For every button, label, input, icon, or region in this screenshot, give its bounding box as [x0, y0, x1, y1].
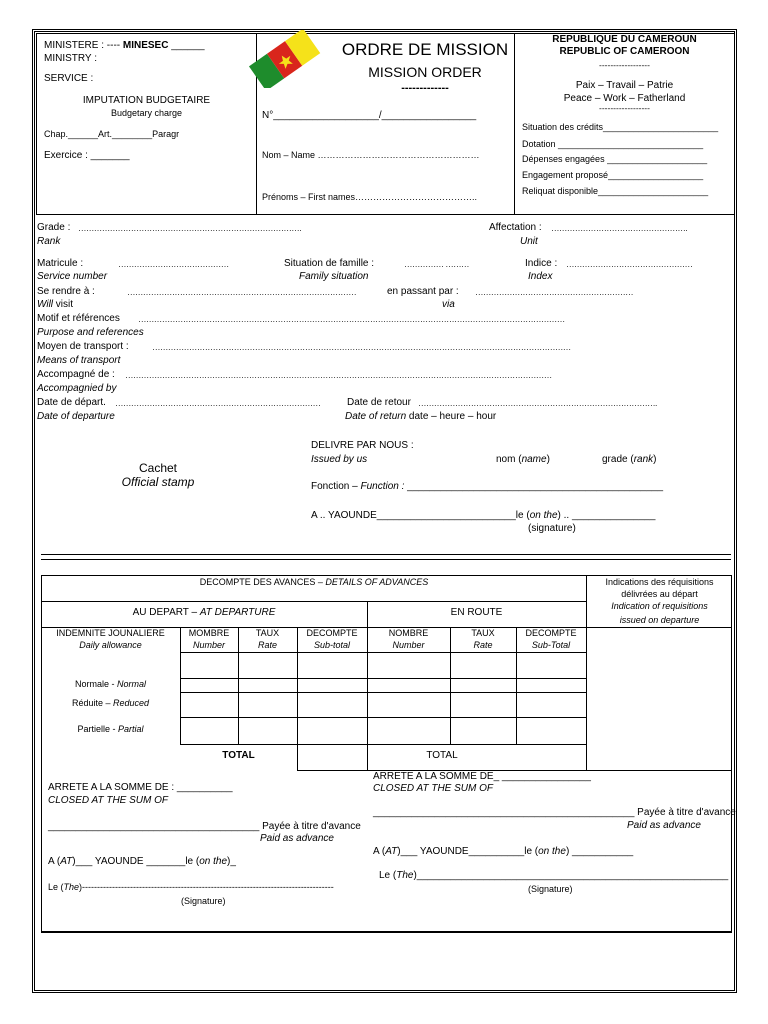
date-retour-label: Date de retour	[347, 397, 411, 408]
le-right-rest: )________________________________________________________	[413, 870, 729, 881]
grade-rank-it: rank	[633, 454, 654, 465]
grade-rank-close: )	[653, 454, 657, 465]
date-return-label	[345, 411, 496, 422]
taux1-header: TAUX	[255, 628, 280, 638]
fonction-fr: Fonction –	[311, 481, 361, 492]
a-right-a: A (	[373, 846, 386, 857]
date-depart-dots: ……………………………………………………………………	[115, 398, 321, 408]
indemnite-header: INDEMNITE JOUNALIERE	[56, 628, 165, 638]
total-depart: TOTAL	[222, 750, 255, 761]
au-depart-fr: AU DEPART –	[132, 607, 200, 618]
payee-left-text: Payée à titre d'avance	[259, 821, 361, 832]
nombre2-header: NOMBRE	[388, 628, 429, 638]
reduite-en: Reduced	[113, 698, 150, 708]
moyen-dots: ……………………………………………………………………………………………………………………………………………	[152, 342, 571, 352]
depenses: Dépenses engagées ____________________	[522, 154, 708, 164]
le-left-le: Le (	[48, 882, 64, 892]
a-left-on-the: on the	[199, 856, 228, 867]
decompte2-header: DECOMPTE	[525, 628, 577, 638]
mombre-header: MOMBRE	[188, 628, 230, 638]
family-situation-label: Family situation	[299, 271, 369, 282]
grade-dots: ………………………………………………………………………….	[78, 223, 301, 233]
decompte-title	[41, 577, 587, 587]
se-rendre-label: Se rendre à :	[37, 286, 95, 297]
situation-credits: Situation des crédits_______________________	[522, 122, 719, 132]
minesec-blank: ______	[168, 40, 205, 51]
normale-fr: Normale -	[74, 679, 117, 689]
en-passant-label: en passant par :	[387, 286, 459, 297]
grade-rank-fr: grade (	[602, 454, 634, 465]
indications-1: Indications des réquisitions	[605, 577, 714, 587]
fonction-line: ______________________________________________	[404, 481, 664, 492]
le-left-rest: )------------------------------------------------------------------------------------	[79, 882, 334, 892]
table-h-subhdr	[180, 652, 587, 653]
delivre-label: DELIVRE PAR NOUS :	[311, 440, 414, 451]
a-yaounde-end: ) .. _______________	[557, 510, 656, 521]
a-left-end: )_	[227, 856, 236, 867]
matricule-dots: ……………………………………	[118, 259, 229, 269]
a-left-a: A (	[48, 856, 61, 867]
date-retour-dots: ……………………………………………………………………………….	[418, 398, 657, 408]
prenoms-field: Prénoms – First names…………………………………..	[262, 192, 478, 202]
title-en: MISSION ORDER	[368, 64, 482, 80]
arrete-right: ARRETE A LA SOMME DE_ ________________	[373, 771, 591, 782]
dotation: Dotation _____________________________	[522, 139, 704, 149]
nom-name-close: )	[546, 454, 550, 465]
a-left-rest: )___ YAOUNDE _______le (	[72, 856, 200, 867]
rank-label: Rank	[37, 236, 61, 247]
row-normale	[41, 679, 180, 689]
means-label: Means of transport	[37, 355, 121, 366]
payee-left	[48, 821, 361, 832]
grade-label: Grade :	[37, 222, 71, 233]
payee-right-text: Payée à titre d'avance	[634, 807, 736, 818]
date-departure-label: Date of departure	[37, 411, 115, 422]
table-h-decompte	[41, 601, 587, 602]
a-yaounde-field	[311, 510, 655, 521]
partielle-fr: Partielle -	[77, 724, 118, 734]
table-h-footer	[41, 932, 732, 933]
indice-label: Indice :	[525, 258, 558, 269]
a-right-end: ) ___________	[565, 846, 634, 857]
nom-name-fr: nom (	[496, 454, 522, 465]
indications-4: issued on departure	[619, 615, 700, 625]
nom-field: Nom – Name ………………………………………………	[262, 150, 480, 160]
a-right-on-the: on the	[538, 846, 566, 857]
engagement: Engagement proposé___________________	[522, 170, 704, 180]
unit-label: Unit	[520, 236, 538, 247]
le-left	[48, 882, 334, 892]
title-rule: -------------	[401, 82, 449, 94]
normale-en: Normal	[117, 679, 147, 689]
signature-left: (Signature)	[181, 896, 226, 906]
a-right-at: AT	[385, 846, 398, 857]
accompagne-label: Accompagné de :	[37, 369, 115, 380]
official-stamp-label: Official stamp	[121, 475, 195, 489]
decompte1-header: DECOMPTE	[306, 628, 358, 638]
number1-header: Number	[192, 640, 225, 650]
total-route: TOTAL	[426, 750, 458, 761]
will-visit-will: Will	[37, 299, 54, 310]
signature-label: (signature)	[528, 523, 576, 534]
paid-left: Paid as advance	[260, 833, 334, 844]
sep1: ------------------	[599, 60, 650, 70]
partielle-en: Partial	[118, 724, 144, 734]
accompanied-label: Accompagnied by	[37, 383, 117, 394]
service-label: SERVICE :	[44, 73, 94, 84]
moyen-label: Moyen de transport :	[37, 341, 129, 352]
table-h-r4	[180, 744, 587, 745]
fonction-field	[311, 481, 663, 492]
row-reduite	[41, 698, 180, 708]
reduite-fr: Réduite –	[71, 698, 113, 708]
nom-name-it: name	[521, 454, 547, 465]
via-label: via	[442, 299, 455, 310]
title-fr: ORDRE DE MISSION	[341, 40, 509, 59]
chap-field: Chap.______Art.________Paragr	[44, 129, 180, 139]
issued-label: Issued by us	[311, 454, 368, 465]
a-yaounde-left	[48, 856, 236, 867]
service-number-label: Service number	[37, 271, 108, 282]
a-yaounde-right	[373, 846, 633, 857]
paid-right: Paid as advance	[627, 820, 701, 831]
rate2-header: Rate	[473, 640, 493, 650]
table-h-r2	[180, 692, 587, 693]
au-depart-en: AT DEPARTURE	[199, 607, 276, 618]
affectation-label: Affectation :	[489, 222, 542, 233]
closed-right: CLOSED AT THE SUM OF	[373, 783, 494, 794]
le-left-the: The	[63, 882, 80, 892]
cachet-label: Cachet	[138, 461, 178, 475]
row-partielle	[41, 724, 180, 734]
divider-bottom	[41, 559, 731, 560]
indications-3: Indication of requisitions	[611, 601, 708, 611]
matricule-label: Matricule :	[37, 258, 84, 269]
payee-left-line: ______________________________________	[48, 821, 260, 832]
divider-top	[41, 554, 731, 555]
republique-label: REPUBLIQUE DU CAMEROUN	[552, 34, 697, 45]
date-return-it: Date of return	[345, 411, 407, 422]
numero-field: N°___________________/_________________	[262, 110, 477, 121]
a-left-at: AT	[60, 856, 73, 867]
payee-right	[373, 807, 736, 818]
budgetary-label: Budgetary charge	[110, 108, 183, 118]
devise-en: Peace – Work – Fatherland	[563, 93, 686, 104]
exercice-field: Exercice : _______	[44, 150, 130, 161]
fonction-it: Function :	[360, 481, 405, 492]
a-right-rest: )___ YAOUNDE__________le (	[397, 846, 539, 857]
reliquat: Reliquat disponible______________________	[522, 186, 709, 196]
republic-label: REPUBLIC OF CAMEROON	[559, 46, 690, 57]
daily-header: Daily allowance	[79, 640, 142, 650]
closed-left: CLOSED AT THE SUM OF	[48, 795, 169, 806]
sep2: ------------------	[599, 103, 650, 113]
en-route-header: EN ROUTE	[450, 607, 503, 618]
taux2-header: TAUX	[471, 628, 495, 638]
minesec-text: MINESEC	[122, 40, 169, 51]
motif-dots: ………………………………………………………………………………………………………………………………………………	[138, 314, 565, 324]
en-passant-dots: ……………………………………………………	[475, 287, 634, 297]
arrete-left: ARRETE A LA SOMME DE : __________	[48, 782, 233, 793]
le-right-the: The	[396, 870, 414, 881]
devise-fr: Paix – Travail – Patrie	[575, 80, 674, 91]
situation-famille-dots: …………… ………	[404, 259, 469, 269]
ministere-label	[44, 40, 205, 51]
decompte-en: DETAILS OF ADVANCES	[325, 577, 429, 587]
grade-rank-label	[602, 454, 656, 465]
situation-famille-label: Situation de famille :	[284, 258, 375, 269]
table-h-r1	[180, 678, 587, 679]
indice-dots: …………………………………………	[566, 259, 693, 269]
index-label: Index	[528, 271, 553, 282]
rate1-header: Rate	[257, 640, 277, 650]
purpose-label: Purpose and references	[37, 327, 144, 338]
au-depart-header	[41, 607, 367, 618]
number2-header: Number	[392, 640, 425, 650]
ministere-text: MINISTERE : ----	[44, 40, 123, 51]
subtotal2-header: Sub-Total	[531, 640, 571, 650]
will-visit-label	[37, 299, 73, 310]
payee-right-line: _______________________________________________	[373, 807, 635, 818]
ministry-label: MINISTRY :	[44, 53, 97, 64]
indications-2: délivrées au départ	[621, 589, 698, 599]
a-yaounde-fr: A .. YAOUNDE_________________________le (	[311, 510, 530, 521]
nom-name-label	[496, 454, 550, 465]
table-h-r3	[180, 717, 587, 718]
date-depart-label: Date de départ.	[37, 397, 106, 408]
le-right	[379, 870, 728, 881]
subtotal1-header: Sub-total	[313, 640, 351, 650]
decompte-fr: DECOMPTE DES AVANCES –	[199, 577, 326, 587]
se-rendre-dots: ……………………………………………………………………………	[127, 287, 357, 297]
a-yaounde-on-the: on the	[529, 510, 558, 521]
affectation-dots: …………………………………………….	[551, 223, 688, 233]
will-visit-visit: visit	[53, 299, 74, 310]
signature-right: (Signature)	[528, 884, 573, 894]
le-right-le: Le (	[379, 870, 397, 881]
accompagne-dots: ………………………………………………………………………………………………………………………………………………	[125, 370, 552, 380]
motif-label: Motif et références	[37, 313, 120, 324]
date-return-rest: date – heure – hour	[406, 411, 497, 422]
imputation-label: IMPUTATION BUDGETAIRE	[82, 95, 211, 106]
